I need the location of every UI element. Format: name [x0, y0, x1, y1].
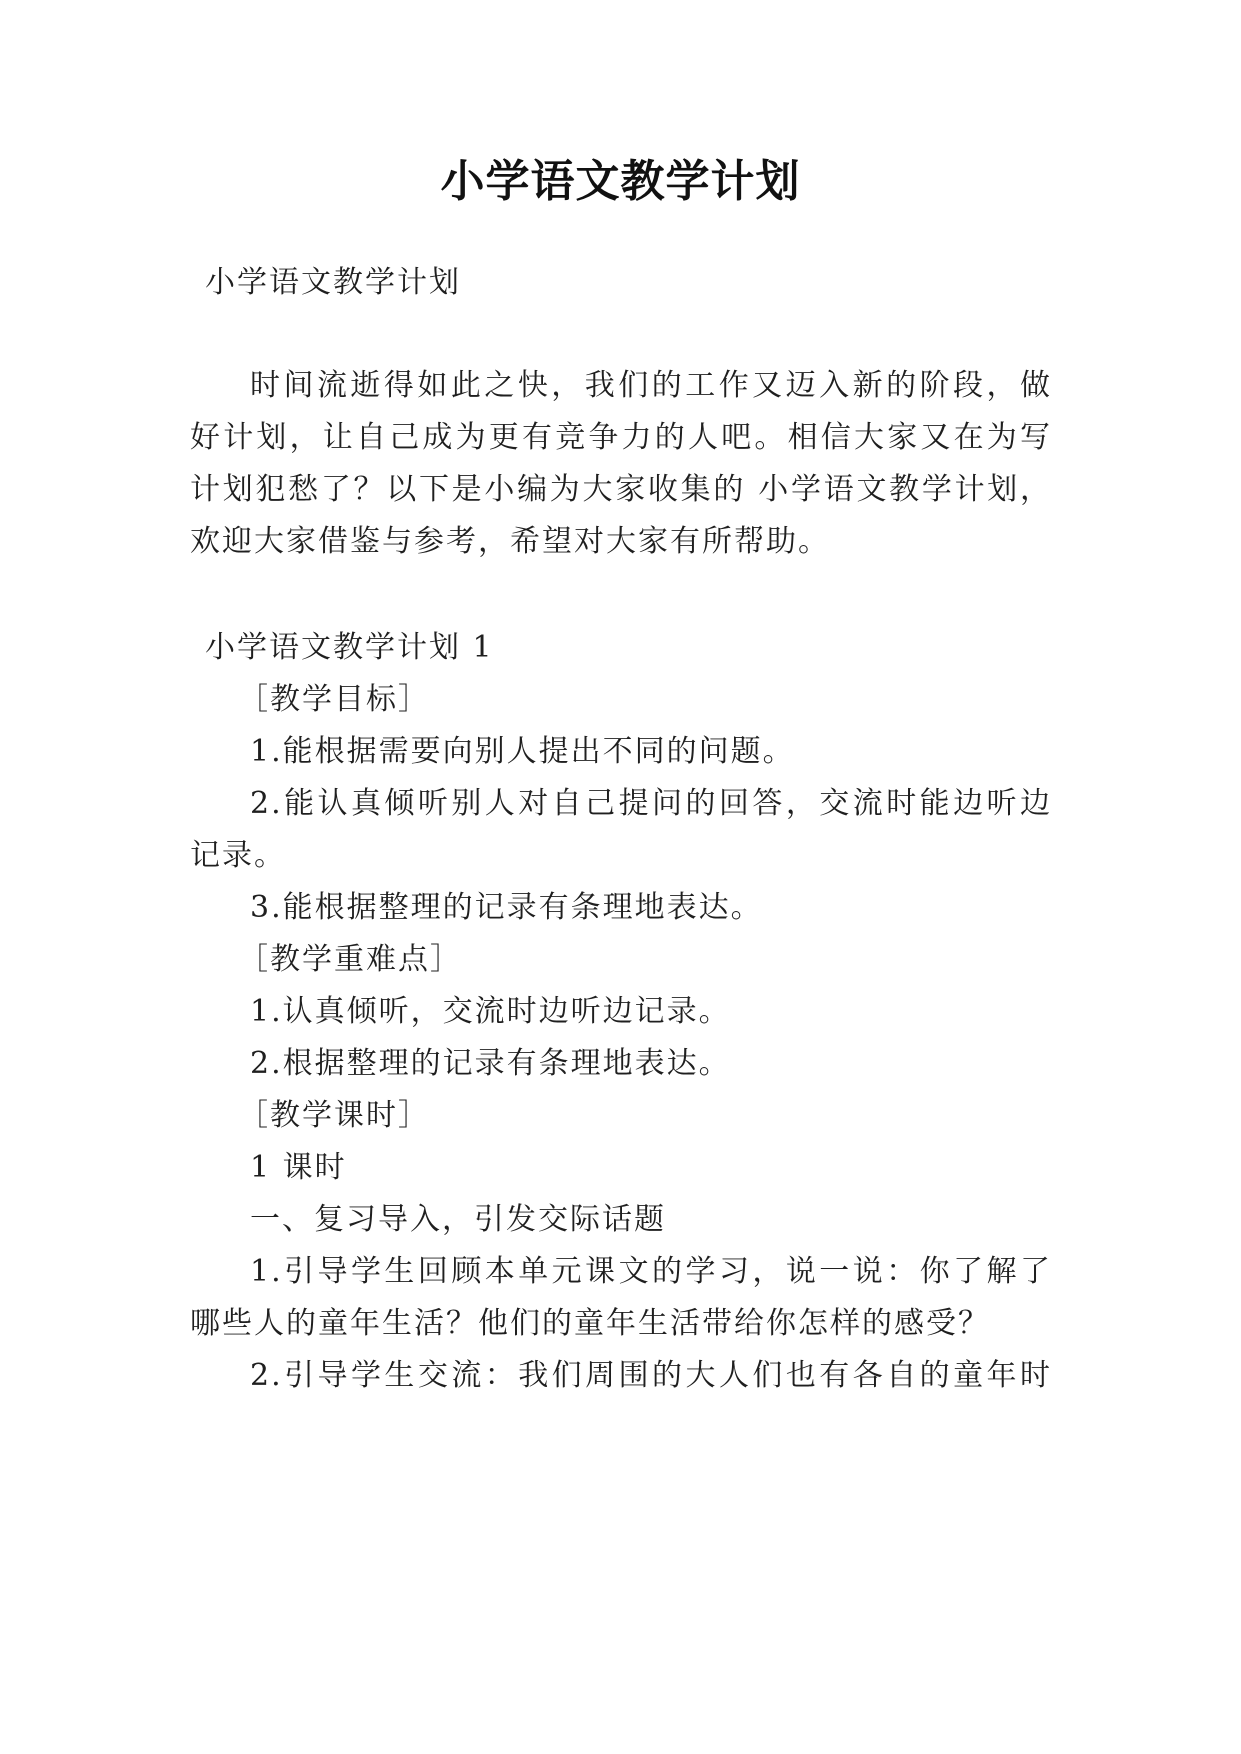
- plan-heading: 小学语文教学计划 1: [205, 630, 494, 665]
- goal-2-line-2: 记录。: [190, 838, 286, 873]
- step-1-line-2: 哪些人的童年生活？他们的童年生活带给你怎样的感受？: [190, 1306, 990, 1341]
- intro-line-1: 时间流逝得如此之快，我们的工作又迈入新的阶段，做: [250, 368, 1052, 403]
- part-1-heading: 一、复习导入，引发交际话题: [250, 1202, 666, 1237]
- intro-line-4: 欢迎大家借鉴与参考，希望对大家有所帮助。: [190, 524, 830, 559]
- document-title: 小学语文教学计划: [440, 156, 801, 207]
- intro-line-3: 计划犯愁了？以下是小编为大家收集的 小学语文教学计划，: [190, 472, 1052, 507]
- goal-3: 3.能根据整理的记录有条理地表达。: [250, 890, 763, 925]
- step-1-line-1: 1.引导学生回顾本单元课文的学习，说一说：你了解了: [250, 1254, 1052, 1289]
- goals-heading: ［教学目标］: [238, 682, 430, 717]
- key-points-heading: ［教学重难点］: [238, 942, 462, 977]
- periods-heading: ［教学课时］: [238, 1098, 430, 1133]
- document-subtitle: 小学语文教学计划: [205, 265, 461, 300]
- goal-2-line-1: 2.能认真倾听别人对自己提问的回答，交流时能边听边: [250, 786, 1052, 821]
- periods-value: 1 课时: [250, 1150, 347, 1185]
- step-2-line-1: 2.引导学生交流：我们周围的大人们也有各自的童年时: [250, 1358, 1052, 1393]
- key-point-1: 1.认真倾听，交流时边听边记录。: [250, 994, 731, 1029]
- intro-line-2: 好计划，让自己成为更有竞争力的人吧。相信大家又在为写: [190, 420, 1052, 455]
- key-point-2: 2.根据整理的记录有条理地表达。: [250, 1046, 731, 1081]
- goal-1: 1.能根据需要向别人提出不同的问题。: [250, 734, 795, 769]
